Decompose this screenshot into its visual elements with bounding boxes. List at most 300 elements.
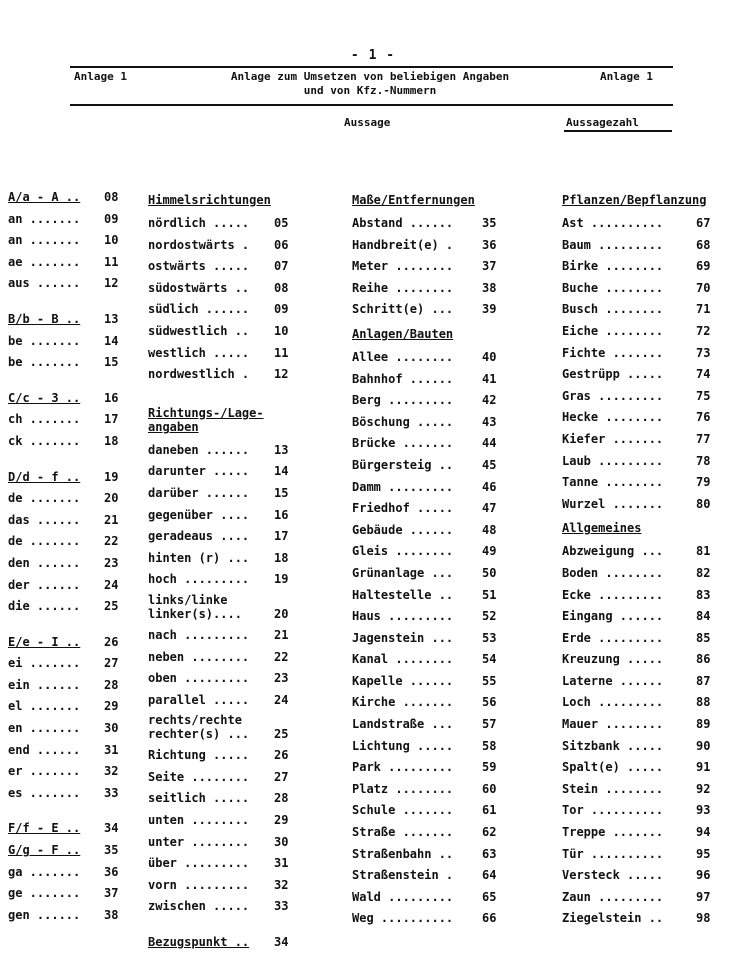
list-item [352,649,512,671]
item-label: ge ....... [8,886,81,901]
item-label: Stein ........ [562,781,664,796]
item-label: neben ........ [148,649,250,664]
item-number: 20 [274,606,289,621]
item-number: 37 [104,886,119,901]
list-item [8,510,126,532]
list-item [148,483,308,505]
spacer [148,386,308,400]
item-label: zwischen ..... [148,899,250,914]
item-number: 14 [104,333,119,348]
item-label: Schule ....... [352,803,454,818]
item-number: 59 [482,760,497,775]
item-label: Hecke ........ [562,410,664,425]
list-item [148,213,308,235]
item-label: Baum ......... [562,237,664,252]
item-number: 60 [482,781,497,796]
item-number: 68 [696,237,711,252]
column-label-aussage: Aussage [344,116,391,129]
list-item [562,649,724,671]
item-label: Gleis ........ [352,544,454,559]
item-label: Richtung ..... [148,748,250,763]
item-label: Park ......... [352,760,454,775]
list-item [8,905,126,927]
item-label: Brücke ....... [352,436,454,451]
item-number: 20 [104,491,119,506]
spacer [8,618,126,632]
list-item [562,541,724,563]
item-number: 33 [274,899,289,914]
list-item [562,865,724,887]
item-label: A/a - A .. [8,190,81,204]
list-item [562,472,724,494]
item-label: Zaun ......... [562,889,664,904]
list-item [148,440,308,462]
item-number: 83 [696,587,711,602]
list-item [352,714,512,736]
item-number: 34 [104,821,119,836]
item-number: 23 [274,671,289,686]
item-label: Reihe ........ [352,280,454,295]
item-number: 09 [274,302,289,317]
item-number: 25 [274,727,289,742]
item-label: links/linke [148,592,228,607]
item-number: 87 [696,673,711,688]
item-label: Bezugspunkt .. [148,935,250,950]
item-number: 89 [696,717,711,732]
list-item [8,761,126,783]
list-item [8,696,126,718]
list-item [8,883,126,905]
item-label: Sitzbank ..... [562,738,664,753]
item-number: 48 [482,522,497,537]
item-label: Laterne ...... [562,673,664,688]
list-item [148,505,308,527]
item-label: de ....... [8,534,81,549]
list-item [562,386,724,408]
list-item [352,520,512,542]
item-label: daneben ...... [148,442,250,457]
item-number: 93 [696,803,711,818]
item-label: Allee ........ [352,349,454,364]
item-number: 32 [104,764,119,779]
spacer [8,374,126,388]
item-number: 22 [274,649,289,664]
list-item [352,563,512,585]
list-item [562,800,724,822]
list-item [352,278,512,300]
item-label: Straßenstein . [352,868,454,883]
item-label: er ....... [8,764,81,779]
item-label: nordwestlich . [148,367,250,382]
column-measures-buildings [352,187,512,930]
list-item [562,213,724,235]
item-label: das ...... [8,512,81,527]
item-label: Weg .......... [352,911,454,926]
list-item [562,278,724,300]
list-item [352,213,512,235]
item-number: 75 [696,388,711,403]
list-item [562,321,724,343]
item-number: 31 [274,856,289,871]
list-item [8,309,126,331]
item-number: 35 [104,843,119,858]
item-label: el ....... [8,699,81,714]
list-item [352,779,512,801]
item-number: 54 [482,652,497,667]
item-label: darunter ..... [148,464,250,479]
item-number: 17 [274,529,289,544]
item-label: Tor .......... [562,803,664,818]
item-number: 18 [274,550,289,565]
list-item [148,896,308,918]
list-item [562,256,724,278]
list-item [8,352,126,374]
list-item [352,498,512,520]
item-number: 51 [482,587,497,602]
item-number: 94 [696,825,711,840]
list-item [352,671,512,693]
item-label: be ....... [8,355,81,370]
item-number: 79 [696,475,711,490]
item-number: 19 [104,469,119,484]
list-item [8,862,126,884]
list-item [148,932,308,954]
list-item [148,461,308,483]
list-item [562,343,724,365]
list-item [148,745,308,767]
item-label: unten ........ [148,813,250,828]
list-item [8,488,126,510]
item-label: Böschung ..... [352,414,454,429]
item-number: 32 [274,877,289,892]
item-number: 86 [696,652,711,667]
item-number: 38 [104,907,119,922]
item-label: Grünanlage ... [352,565,454,580]
item-number: 12 [274,367,289,382]
list-item [352,541,512,563]
item-number: 21 [274,627,289,642]
item-label: Eingang ...... [562,609,664,624]
header-bottom-rule [70,104,673,106]
item-number: 17 [104,412,119,427]
item-number: 82 [696,565,711,580]
item-label: ostwärts ..... [148,259,250,274]
header-top-rule [70,66,673,68]
item-label: de ....... [8,491,81,506]
item-label: Mauer ........ [562,717,664,732]
item-label: westlich ..... [148,345,250,360]
list-item [352,628,512,650]
section-heading: Richtungs-/Lage-angaben [148,405,264,434]
item-number: 37 [482,259,497,274]
item-number: 21 [104,512,119,527]
item-number: 22 [104,534,119,549]
item-label: Straßenbahn .. [352,846,454,861]
item-label: Treppe ....... [562,825,664,840]
item-label: Platz ........ [352,781,454,796]
item-number: 11 [104,254,119,269]
item-number: 44 [482,436,497,451]
list-item [8,740,126,762]
item-label: Kreuzung ..... [562,652,664,667]
list-item [148,321,308,343]
column-label-aussagezahl: Aussagezahl [566,116,639,129]
list-item [8,431,126,453]
item-label: nach ......... [148,627,250,642]
item-number: 08 [274,280,289,295]
item-number: 67 [696,216,711,230]
header-title [150,70,590,98]
list-item [148,343,308,365]
item-label: südostwärts .. [148,280,250,295]
list-item [562,714,724,736]
list-item [562,779,724,801]
item-number: 62 [482,825,497,840]
list-item [352,692,512,714]
item-label: be ....... [8,333,81,348]
item-number: 09 [104,211,119,226]
list-item [562,429,724,451]
list-item [148,767,308,789]
item-label: geradeaus .... [148,529,250,544]
item-number: 25 [104,599,119,614]
list-item [148,711,308,745]
item-label: Haus ......... [352,609,454,624]
section-heading: Maße/Entfernungen [352,193,475,207]
item-number: 85 [696,630,711,645]
item-label: unter ........ [148,834,250,849]
item-number: 61 [482,803,497,818]
page-number: - 1 - [350,48,396,63]
item-label: der ...... [8,577,81,592]
item-number: 16 [104,390,119,405]
item-number: 36 [482,237,497,252]
item-number: 27 [104,656,119,671]
item-number: 52 [482,609,497,624]
list-item [352,606,512,628]
item-label: ein ...... [8,677,81,692]
list-item [562,887,724,909]
list-item [352,433,512,455]
item-label: Berg ......... [352,393,454,408]
header-right-label: Anlage 1 [600,70,653,83]
item-label: Ziegelstein .. [562,911,664,926]
item-number: 24 [274,692,289,707]
item-number: 26 [104,634,119,649]
list-item [148,788,308,810]
item-label: über ......... [148,856,250,871]
item-number: 05 [274,216,289,230]
item-number: 49 [482,544,497,559]
list-item [8,553,126,575]
column-letters [8,187,126,926]
item-label: Ast .......... [562,216,664,230]
item-number: 10 [104,233,119,248]
list-item [352,887,512,909]
item-number: 30 [274,834,289,849]
list-item [8,531,126,553]
list-item [8,331,126,353]
item-number: 33 [104,785,119,800]
item-number: 35 [482,216,497,230]
column-plants-general [562,187,724,930]
list-item [562,494,724,516]
list-item [8,675,126,697]
item-number: 29 [104,699,119,714]
list-item [352,369,512,391]
item-number: 77 [696,431,711,446]
item-label: Boden ........ [562,565,664,580]
item-label: Seite ........ [148,769,250,784]
list-item [8,718,126,740]
list-item [148,235,308,257]
item-label: Lichtung ..... [352,738,454,753]
item-number: 74 [696,367,711,382]
item-number: 16 [274,507,289,522]
item-number: 65 [482,889,497,904]
spacer [148,918,308,932]
item-label-continued: linker(s).... [148,606,242,621]
list-item [8,818,126,840]
list-item [8,388,126,410]
item-label: Haltestelle .. [352,587,454,602]
item-number: 57 [482,717,497,732]
item-label: Kanal ........ [352,652,454,667]
list-item [352,299,512,321]
item-label: Landstraße ... [352,717,454,732]
item-number: 13 [104,311,119,326]
item-number: 50 [482,565,497,580]
item-label: den ...... [8,555,81,570]
list-item [352,800,512,822]
item-label: an ....... [8,233,81,248]
list-item [8,632,126,654]
list-item [352,455,512,477]
item-number: 34 [274,935,289,950]
item-label: E/e - I .. [8,634,81,649]
list-item [562,736,724,758]
item-number: 13 [274,442,289,457]
item-label: gegenüber .... [148,507,250,522]
item-label: Kapelle ...... [352,673,454,688]
item-label: Bürgersteig .. [352,457,454,472]
item-label: oben ......... [148,671,250,686]
item-label: Friedhof ..... [352,501,454,516]
item-number: 72 [696,323,711,338]
list-item [148,875,308,897]
item-number: 26 [274,748,289,763]
item-label: Tanne ........ [562,475,664,490]
list-item [562,451,724,473]
item-label: Straße ....... [352,825,454,840]
list-item [352,822,512,844]
list-item [352,757,512,779]
list-item [562,563,724,585]
item-label: darüber ...... [148,485,250,500]
item-label: end ...... [8,742,81,757]
item-number: 19 [274,572,289,587]
item-number: 15 [274,485,289,500]
list-item [562,407,724,429]
item-label: hoch ......... [148,572,250,587]
header-left-label: Anlage 1 [74,70,127,83]
item-number: 71 [696,302,711,317]
item-label: Damm ......... [352,479,454,494]
list-item [562,692,724,714]
item-number: 46 [482,479,497,494]
item-number: 06 [274,237,289,252]
list-item [352,235,512,257]
item-number: 56 [482,695,497,710]
item-number: 97 [696,889,711,904]
list-item [8,596,126,618]
header-title-line2: und von Kfz.-Nummern [303,84,437,97]
item-label: Abzweigung ... [562,544,664,559]
column-directions [148,187,308,954]
item-number: 53 [482,630,497,645]
list-item [148,853,308,875]
list-item [8,273,126,295]
item-label: ck ....... [8,433,81,448]
item-number: 47 [482,501,497,516]
item-label: Ecke ......... [562,587,664,602]
item-number: 55 [482,673,497,688]
item-label: ga ....... [8,864,81,879]
item-number: 88 [696,695,711,710]
header-title-line1: Anlage zum Umsetzen von beliebigen Angaben [230,70,510,83]
list-item [562,585,724,607]
list-item [352,736,512,758]
item-label: nördlich ..... [148,216,250,230]
item-label: parallel ..... [148,692,250,707]
list-item [8,409,126,431]
list-item [562,671,724,693]
list-item [148,647,308,669]
item-number: 76 [696,410,711,425]
item-label: Versteck ..... [562,868,664,883]
item-number: 80 [696,496,711,511]
item-number: 73 [696,345,711,360]
item-label: Tür .......... [562,846,664,861]
item-number: 28 [274,791,289,806]
aussagezahl-rule [564,130,672,132]
section-heading: Pflanzen/Bepflanzung [562,193,707,207]
item-label: D/d - f .. [8,469,81,484]
item-label: Buche ........ [562,280,664,295]
item-number: 84 [696,609,711,624]
item-number: 43 [482,414,497,429]
list-item [8,575,126,597]
item-number: 23 [104,555,119,570]
item-label: die ...... [8,599,81,614]
item-number: 38 [482,280,497,295]
list-item [352,412,512,434]
list-item [148,668,308,690]
item-number: 58 [482,738,497,753]
item-label: ch ....... [8,412,81,427]
item-number: 08 [104,190,119,204]
list-item [8,252,126,274]
item-label-continued: rechter(s) ... [148,727,250,742]
item-label: Spalt(e) ..... [562,760,664,775]
item-number: 24 [104,577,119,592]
spacer [8,804,126,818]
item-number: 27 [274,769,289,784]
item-label: vorn ......... [148,877,250,892]
item-number: 07 [274,259,289,274]
item-label: gen ...... [8,907,81,922]
list-item [148,832,308,854]
